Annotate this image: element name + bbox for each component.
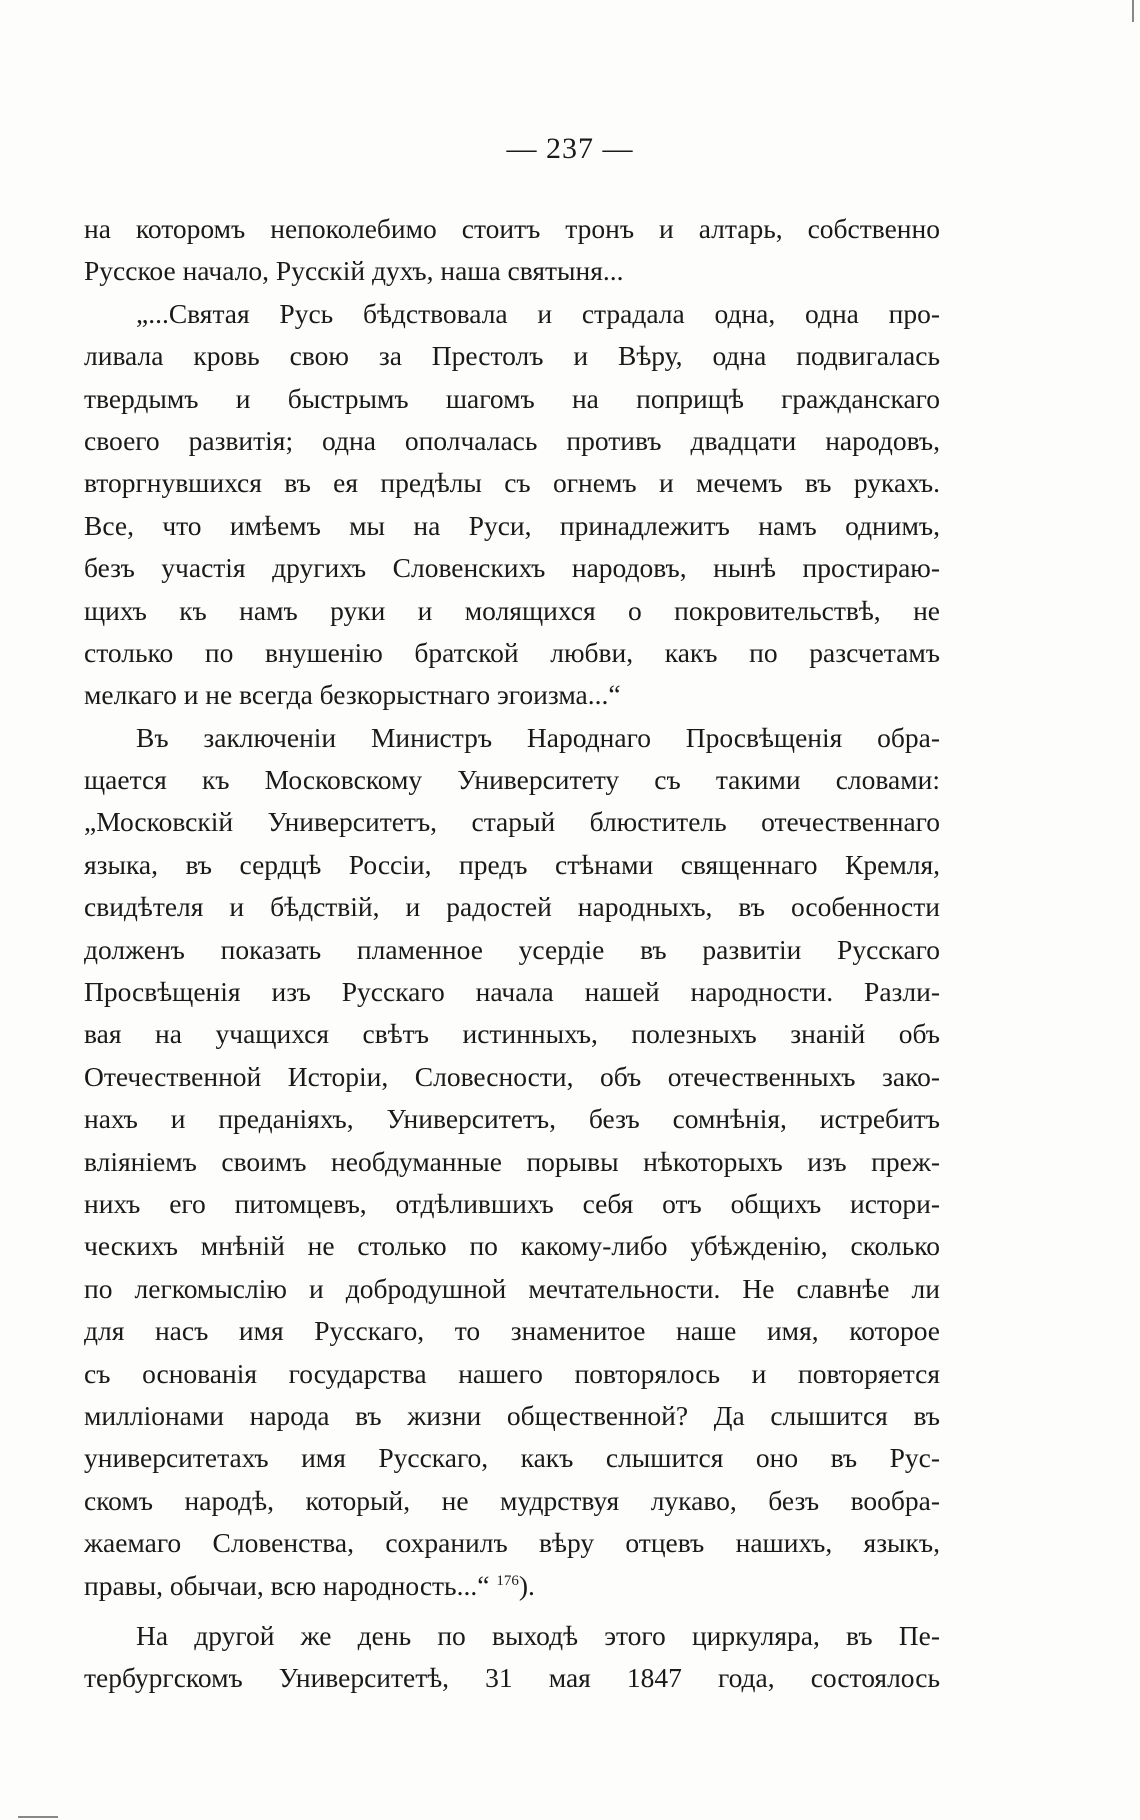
text-line <box>84 844 940 886</box>
text-line <box>84 250 940 292</box>
text-line-content: скомъ народѣ, который, не мудрствуя лукаво, безъ вообра- <box>84 1484 940 1516</box>
text-line-content: свидѣтеля и бѣдствій, и радостей народныхъ, въ особенности <box>84 891 940 923</box>
text-line <box>84 1615 940 1657</box>
text-line-content: нихъ его питомцевъ, отдѣлившихъ себя отъ общихъ истори- <box>84 1187 940 1219</box>
text-line <box>84 1310 940 1352</box>
text-line-content: своего развитія; одна ополчалась противъ двадцати народовъ, <box>84 424 940 456</box>
text-line <box>84 1056 940 1098</box>
text-line <box>84 1353 940 1395</box>
text-line <box>84 929 940 971</box>
text-line <box>84 1657 940 1699</box>
text-line-content: съ основанія государства нашего повторялось и повторяется <box>84 1357 940 1389</box>
text-line-content: „Московскій Университетъ, старый блюститель отечественнаго <box>84 806 940 838</box>
text-line <box>84 1565 940 1607</box>
text-line <box>84 208 940 250</box>
text-line-content: вліяніемъ своимъ необдуманные порывы нѣкоторыхъ изъ преж- <box>84 1145 940 1177</box>
text-line <box>84 801 940 843</box>
text-line-content: Въ заключеніи Министръ Народнаго Просвѣщенія обра- <box>136 721 940 753</box>
text-line-content: тербургскомъ Университетѣ, 31 мая 1847 года, состоялось <box>84 1662 940 1694</box>
text-line <box>84 378 940 420</box>
text-line-content: мелкаго и не всегда безкорыстнаго эгоизма...“ <box>84 679 621 711</box>
text-line-content: твердымъ и быстрымъ шагомъ на поприщѣ гражданскаго <box>84 382 940 414</box>
text-line-content: на которомъ непоколебимо стоитъ тронъ и алтарь, собственно <box>84 213 940 244</box>
text-line-content: „...Святая Русь бѣдствовала и страдала одна, одна про- <box>136 297 940 329</box>
text-line-content: жаемаго Словенства, сохранилъ вѣру отцевъ нашихъ, языкъ, <box>84 1527 940 1559</box>
footnote-marker: 176 <box>496 1572 519 1589</box>
text-line-content: щихъ къ намъ руки и молящихся о покровительствѣ, не <box>84 594 940 626</box>
text-line <box>84 1268 940 1310</box>
text-line-content: нахъ и преданіяхъ, Университетъ, безъ сомнѣнія, истребитъ <box>84 1103 940 1135</box>
text-line-content: правы, обычаи, всю народность...“ <box>84 1569 490 1601</box>
text-line-content: милліонами народа въ жизни общественной? Да слышится въ <box>84 1399 940 1431</box>
text-line <box>84 590 940 632</box>
text-line <box>84 547 940 589</box>
text-line <box>84 1013 940 1055</box>
text-line-content: университетахъ имя Русскаго, какъ слышится оно въ Рус- <box>84 1442 940 1474</box>
scan-edge-mark <box>1132 0 1134 22</box>
text-line-content: столько по внушенію братской любви, какъ по разсчетамъ <box>84 636 940 668</box>
text-line <box>84 886 940 928</box>
text-line-content: по легкомыслію и добродушной мечтательности. Не славнѣе ли <box>84 1272 940 1304</box>
text-line <box>84 717 940 759</box>
text-line-content: вая на учащихся свѣтъ истинныхъ, полезныхъ знаній объ <box>84 1018 940 1050</box>
text-line <box>84 674 940 716</box>
text-line-content: щается къ Московскому Университету съ такими словами: <box>84 764 940 796</box>
text-line <box>84 1098 940 1140</box>
text-line <box>84 632 940 674</box>
text-line-content: Отечественной Исторіи, Словесности, объ отечественныхъ зако- <box>84 1060 940 1092</box>
text-line <box>84 420 940 462</box>
text-line-content: вторгнувшихся въ ея предѣлы съ огнемъ и мечемъ въ рукахъ. <box>84 467 940 499</box>
text-line <box>84 462 940 504</box>
text-line-content: языка, въ сердцѣ Россіи, предъ стѣнами священнаго Кремля, <box>84 848 940 880</box>
text-line <box>84 1437 940 1479</box>
text-line-content: для насъ имя Русскаго, то знаменитое наше имя, которое <box>84 1315 940 1347</box>
text-line <box>84 1522 940 1564</box>
text-line <box>84 1225 940 1267</box>
body-text <box>84 208 940 1700</box>
text-line <box>84 1141 940 1183</box>
text-line <box>84 971 940 1013</box>
text-line <box>84 1395 940 1437</box>
page-number: — 237 — <box>506 132 634 165</box>
text-line-content: На другой же день по выходѣ этого циркуляра, въ Пе- <box>136 1619 940 1651</box>
text-line <box>84 293 940 335</box>
text-line-content: безъ участія другихъ Словенскихъ народовъ, нынѣ простираю- <box>84 552 940 584</box>
text-line <box>84 335 940 377</box>
text-line <box>84 759 940 801</box>
text-line <box>84 505 940 547</box>
scan-edge-mark <box>18 1816 58 1818</box>
text-line-content: Русское начало, Русскій духъ, наша святыня... <box>84 255 624 287</box>
text-line <box>84 1183 940 1225</box>
text-line-content: ливала кровь свою за Престолъ и Вѣру, одна подвигалась <box>84 340 940 372</box>
text-line-content: долженъ показать пламенное усердіе въ развитіи Русскаго <box>84 933 940 965</box>
text-line-tail: ). <box>518 1569 535 1601</box>
text-line-content: ческихъ мнѣній не столько по какому-либо убѣжденію, сколько <box>84 1230 940 1262</box>
text-line-content: Все, что имѣемъ мы на Руси, принадлежитъ намъ однимъ, <box>84 509 940 541</box>
text-line <box>84 1480 940 1522</box>
text-line-content: Просвѣщенія изъ Русскаго начала нашей народности. Разли- <box>84 976 940 1008</box>
